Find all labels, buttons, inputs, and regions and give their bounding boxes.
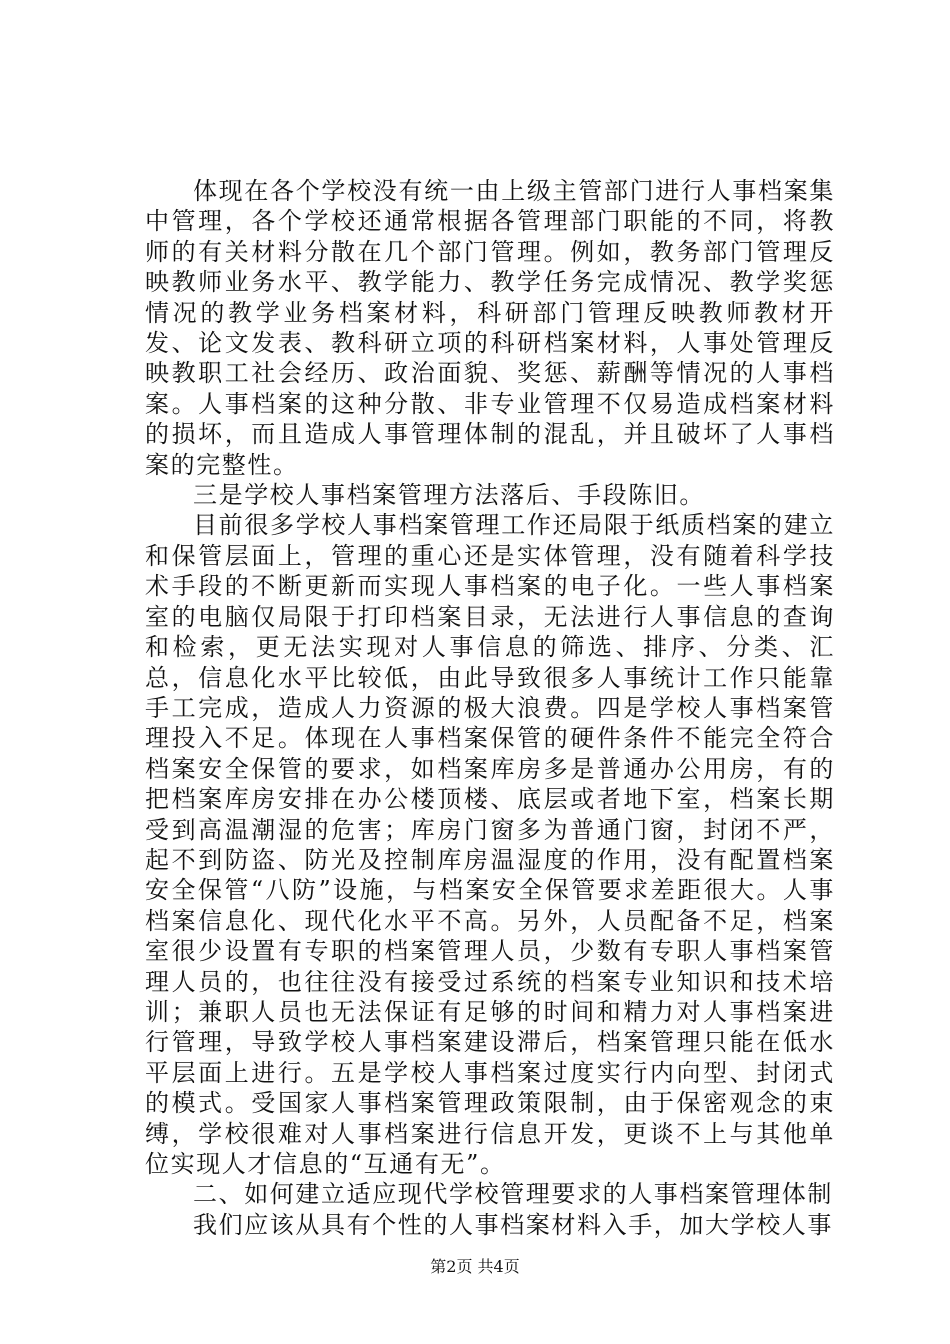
document-body: [145, 176, 835, 1240]
paragraph-4: 我们应该从具有个性的人事档案材料入手，加大学校人事: [193, 1210, 833, 1239]
paragraph-2: 三是学校人事档案管理方法落后、手段陈旧。: [193, 481, 705, 510]
page-footer: 第2页 共4页: [430, 1257, 520, 1276]
section-heading: 二、如何建立适应现代学校管理要求的人事档案管理体制: [193, 1180, 833, 1209]
paragraph-1: 体现在各个学校没有统一由上级主管部门进行人事档案集中管理，各个学校还通常根据各管理部门职能的不同，将教师的有关材料分散在几个部门管理。例如，教务部门管理反映教师业务水平、教学能力、教学任务完成情况、教学奖惩情况的教学业务档案材料，科研部门管理反映教师教材开发、论文发表、教科研立项的科研档案材料，人事处管理反映教职工社会经历、政治面貌、奖惩、薪酬等情况的人事档案。人事档案的这种分散、非专业管理不仅易造成档案材料的损坏，而且造成人事管理体制的混乱，并且破坏了人事档案的完整性。: [145, 177, 835, 479]
paragraph-3: 目前很多学校人事档案管理工作还局限于纸质档案的建立和保管层面上，管理的重心还是实体管理，没有随着科学技术手段的不断更新而实现人事档案的电子化。一些人事档案室的电脑仅局限于打印档案目录，无法进行人事信息的查询和检索，更无法实现对人事信息的筛选、排序、分类、汇总，信息化水平比较低，由此导致很多人事统计工作只能靠手工完成，造成人力资源的极大浪费。四是学校人事档案管理投入不足。体现在人事档案保管的硬件条件不能完全符合档案安全保管的要求，如档案库房多是普通办公用房，有的把档案库房安排在办公楼顶楼、底层或者地下室，档案长期受到高温潮湿的危害；库房门窗多为普通门窗，封闭不严，起不到防盗、防光及控制库房温湿度的作用，没有配置档案安全保管“八防”设施，与档案安全保管要求差距很大。人事档案信息化、现代化水平不高。另外，人员配备不足，档案室很少设置有专职的档案管理人员，少数有专职人事档案管理人员的，也往往没有接受过系统的档案专业知识和技术培训；兼职人员也无法保证有足够的时间和精力对人事档案进行管理，导致学校人事档案建设滞后，档案管理只能在低水平层面上进行。五是学校人事档案过度实行内向型、封闭式的模式。受国家人事档案管理政策限制，由于保密观念的束缚，学校很难对人事档案进行信息开发，更谈不上与其他单位实现人才信息的“互通有无”。: [145, 511, 835, 1178]
